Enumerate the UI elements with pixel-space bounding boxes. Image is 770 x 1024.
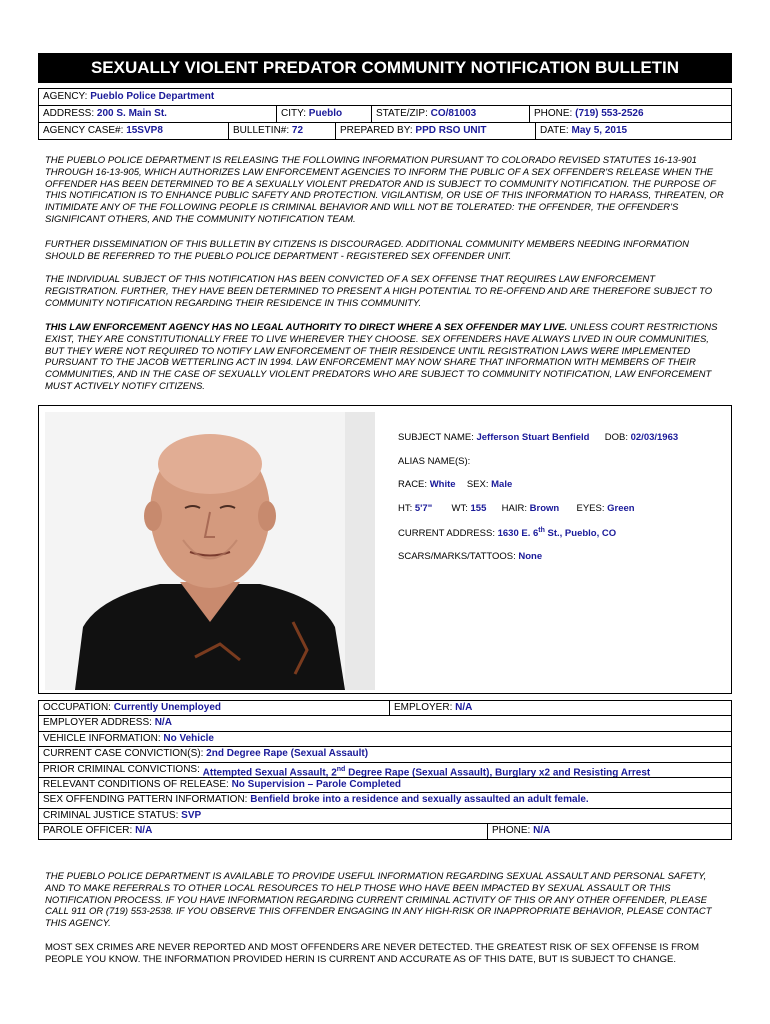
offender-details-table — [38, 700, 732, 840]
employer-cell — [389, 701, 731, 715]
race-value: White — [429, 479, 456, 490]
case-row — [39, 122, 731, 139]
occupation-value: Currently Unemployed — [113, 702, 221, 713]
physical-description-line — [398, 503, 635, 514]
dob-value: 02/03/1963 — [630, 432, 679, 443]
agency-row — [39, 89, 731, 105]
statezip-label: STATE/ZIP: — [376, 108, 428, 119]
vehicle-value: No Vehicle — [163, 732, 214, 744]
phone-value: (719) 553-2526 — [575, 108, 644, 119]
occupation-label: OCCUPATION: — [43, 702, 111, 713]
prior-convictions-value — [203, 763, 651, 777]
prior-convictions-row — [39, 762, 731, 777]
parole-phone-label: PHONE: — [492, 825, 531, 837]
weight-value: 155 — [470, 503, 487, 514]
footer-paragraph-2: MOST SEX CRIMES ARE NEVER REPORTED AND MOST OFFENDERS ARE NEVER DETECTED. THE GREATEST RISK OF SEX OFFENSE IS FROM PEOPLE YOU KNOW. THE INFORMATION PROVIDED HERIN IS CURRENT AND ACCURATE AS OF THIS DATE, BUT IS SUBJECT TO CHANGE. — [45, 942, 700, 965]
eyes-label: EYES: — [576, 503, 605, 514]
bulletin-number-cell — [228, 123, 335, 139]
current-address-value — [498, 528, 617, 539]
scars-line — [398, 551, 542, 562]
address-value: 200 S. Main St. — [96, 108, 167, 119]
bulletin-number-label: BULLETIN#: — [233, 125, 290, 136]
alias-line — [398, 456, 470, 467]
date-cell — [535, 123, 731, 139]
date-value: May 5, 2015 — [571, 125, 628, 136]
employer-address-row — [39, 715, 731, 730]
footer-paragraph-1: THE PUEBLO POLICE DEPARTMENT IS AVAILABLE TO PROVIDE USEFUL INFORMATION REGARDING SEXUAL ASSAULT AND PERSONAL SAFETY, AND TO MAKE REFERRALS TO OTHER LOCAL RESOURCES TO HELP THOSE WHO HAVE BEEN IMPACTED BY SEXUAL ASSAULT OR THIS NOTIFICATION PROCESS. IF YOU HAVE INFORMATION REGARDING CURRENT CRIMINAL ACTIVITY OF THIS OR ANY OTHER OFFENDER, PLEASE CALL 911 OR (719) 553-2538. IF YOU OBSERVE THIS OFFENDER ENGAGING IN ANY HIGH-RISK OR INAPPROPRIATE BEHAVIOR, PLEASE CONTACT THIS AGENCY. — [45, 871, 712, 930]
occupation-cell — [39, 701, 389, 715]
subject-photo-image — [45, 412, 375, 690]
vehicle-row — [39, 731, 731, 746]
alias-label: ALIAS NAME(S): — [398, 456, 471, 467]
bulletin-title: SEXUALLY VIOLENT PREDATOR COMMUNITY NOTIFICATION BULLETIN — [38, 53, 732, 83]
employer-address-label: EMPLOYER ADDRESS: — [43, 717, 152, 729]
bulletin-number-value: 72 — [291, 125, 304, 136]
current-address-superscript: th — [538, 527, 545, 534]
prior-convictions-part-1: Attempted Sexual Assault, 2 — [202, 766, 337, 777]
offending-pattern-row — [39, 792, 731, 807]
notice-paragraph-4-rest: UNLESS COURT RESTRICTIONS EXIST, THEY ARE CONSTITUTIONALLY FREE TO LIVE WHEREVER THEY CHOOSE. SEX OFFENDERS HAVE ALWAYS LIVED IN OUR COMMUNITIES, BUT THEY WERE NOT REQUIRED TO NOTIFY LAW ENFORCEMENT OF THEIR RESIDENCE UNTIL REGISTRATION LAWS WERE IMPLEMENTED PURSUANT TO THE JACOB WETTERLING ACT IN 1994. LAW ENFORCEMENT MAY NOW SHARE THAT INFORMATION WITH MEMBERS OF THEIR COMMUNITIES, AND IN THE CASE OF SEXUALLY VIOLENT PREDATORS WHO ARE SUBJECT TO COMMUNITY NOTIFICATION, LAW ENFORCEMENT MUST ACTIVELY NOTIFY CITIZENS. — [45, 322, 718, 392]
parole-phone-value: N/A — [533, 825, 551, 837]
agency-label: AGENCY: — [43, 91, 88, 102]
current-address-label: CURRENT ADDRESS: — [398, 528, 495, 540]
offending-pattern-value: Benfield broke into a residence and sexually assaulted an adult female. — [250, 794, 589, 806]
eyes-value: Green — [607, 503, 635, 514]
current-conviction-row — [39, 746, 731, 761]
address-cell — [39, 106, 276, 122]
agency-value: Pueblo Police Department — [90, 91, 215, 102]
city-label: CITY: — [281, 108, 307, 119]
phone-label: PHONE: — [534, 108, 573, 119]
employer-value: N/A — [455, 702, 473, 713]
prior-convictions-superscript: nd — [336, 765, 346, 773]
case-cell — [39, 123, 228, 139]
case-value: 15SVP8 — [126, 125, 163, 136]
city-cell — [276, 106, 371, 122]
current-conviction-label: CURRENT CASE CONVICTION(S): — [43, 748, 204, 760]
city-value: Pueblo — [308, 108, 343, 119]
address-row — [39, 105, 731, 122]
subject-photo — [45, 412, 375, 690]
address-label: ADDRESS: — [43, 108, 95, 119]
prepared-by-value: PPD RSO UNIT — [415, 125, 487, 136]
height-label: HT: — [398, 503, 413, 514]
phone-cell — [529, 106, 731, 122]
race-label: RACE: — [398, 479, 428, 490]
employer-address-value: N/A — [154, 717, 172, 729]
current-address-line — [398, 527, 616, 539]
release-conditions-value: No Supervision – Parole Completed — [231, 778, 402, 790]
case-label: AGENCY CASE#: — [43, 125, 124, 136]
subject-name-label: SUBJECT NAME: — [398, 432, 474, 443]
prepared-by-cell — [335, 123, 535, 139]
notice-paragraph-4 — [45, 322, 725, 393]
current-conviction-value: 2nd Degree Rape (Sexual Assault) — [206, 748, 369, 760]
race-sex-line — [398, 479, 512, 490]
prior-convictions-label: PRIOR CRIMINAL CONVICTIONS: — [43, 763, 200, 775]
parole-officer-label: PAROLE OFFICER: — [43, 825, 133, 837]
criminal-justice-status-row — [39, 808, 731, 823]
employer-label: EMPLOYER: — [394, 702, 453, 713]
statezip-cell — [371, 106, 529, 122]
weight-label: WT: — [451, 503, 468, 514]
subject-name-value: Jefferson Stuart Benfield — [476, 432, 590, 443]
criminal-justice-status-label: CRIMINAL JUSTICE STATUS: — [43, 809, 179, 821]
hair-label: HAIR: — [501, 503, 527, 514]
release-conditions-label: RELEVANT CONDITIONS OF RELEASE: — [43, 778, 229, 790]
parole-officer-row — [39, 823, 731, 838]
statezip-value: CO/81003 — [430, 108, 477, 119]
prepared-by-label: PREPARED BY: — [340, 125, 413, 136]
dob-label: DOB: — [604, 432, 628, 443]
occupation-row — [39, 701, 731, 715]
current-address-part-2: St., Pueblo, CO — [544, 528, 617, 540]
sex-label: SEX: — [466, 479, 489, 490]
notice-paragraph-2: FURTHER DISSEMINATION OF THIS BULLETIN BY CITIZENS IS DISCOURAGED. ADDITIONAL COMMUNITY MEMBERS NEEDING INFORMATION SHOULD BE REFERRED TO THE PUEBLO POLICE DEPARTMENT - REGISTERED SEX OFFENDER UNIT. — [45, 239, 689, 262]
sex-value: Male — [491, 479, 513, 490]
subject-name-line — [398, 432, 678, 443]
notice-paragraph-3: THE INDIVIDUAL SUBJECT OF THIS NOTIFICATION HAS BEEN CONVICTED OF A SEX OFFENSE THAT REQUIRES LAW ENFORCEMENT REGISTRATION. FURTHER, THEY HAVE BEEN DETERMINED TO PRESENT A HIGH POTENTIAL TO RE-OFFEND AND ARE THEREFORE SUBJECT TO COMMUNITY NOTIFICATION REGARDING THEIR RESIDENCE IN THIS COMMUNITY. — [45, 274, 713, 309]
agency-header-table — [38, 88, 732, 140]
current-address-part-1: 1630 E. 6 — [497, 528, 539, 540]
prior-convictions-part-2: Degree Rape (Sexual Assault), Burglary x2 and Resisting Arrest — [345, 766, 651, 777]
parole-officer-cell — [39, 824, 487, 838]
scars-value: None — [518, 551, 543, 562]
notice-paragraph-4-lead: THIS LAW ENFORCEMENT AGENCY HAS NO LEGAL AUTHORITY TO DIRECT WHERE A SEX OFFENDER MAY LIVE. — [45, 322, 568, 333]
release-conditions-row — [39, 777, 731, 792]
date-label: DATE: — [540, 125, 569, 136]
notice-paragraph-1: THE PUEBLO POLICE DEPARTMENT IS RELEASING THE FOLLOWING INFORMATION PURSUANT TO COLORADO REVISED STATUTES 16-13-901 THROUGH 16-13-905, WHICH AUTHORIZES LAW ENFORCEMENT AGENCIES TO INFORM THE PUBLIC OF A SEX OFFENDER'S RELEASE WHEN THE OFFENDER HAS BEEN DETERMINED TO BE A SEXUALLY VIOLENT PREDATOR AND IS SUBJECT TO COMMUNITY NOTIFICATION. THE PURPOSE OF THIS NOTIFICATION IS TO ENHANCE PUBLIC SAFETY AND PROTECTION. VIGILANTISM, OR USE OF THIS INFORMATION TO HARASS, THREATEN, OR INTIMIDATE ANY OF THE FOLLOWING PEOPLE IS CRIMINAL BEHAVIOR AND WILL NOT BE TOLERATED: THE OFFENDER, THE OFFENDER'S SIGNIFICANT OTHERS, AND THE COMMUNITY NOTIFICATION TEAM. — [45, 155, 724, 225]
hair-value: Brown — [529, 503, 560, 514]
offending-pattern-label: SEX OFFENDING PATTERN INFORMATION: — [43, 794, 248, 806]
parole-phone-cell — [487, 824, 731, 838]
vehicle-label: VEHICLE INFORMATION: — [43, 732, 161, 744]
criminal-justice-status-value: SVP — [181, 809, 202, 821]
parole-officer-value: N/A — [135, 825, 153, 837]
scars-label: SCARS/MARKS/TATTOOS: — [398, 551, 516, 562]
height-value: 5'7" — [414, 503, 433, 514]
agency-cell — [39, 89, 729, 105]
